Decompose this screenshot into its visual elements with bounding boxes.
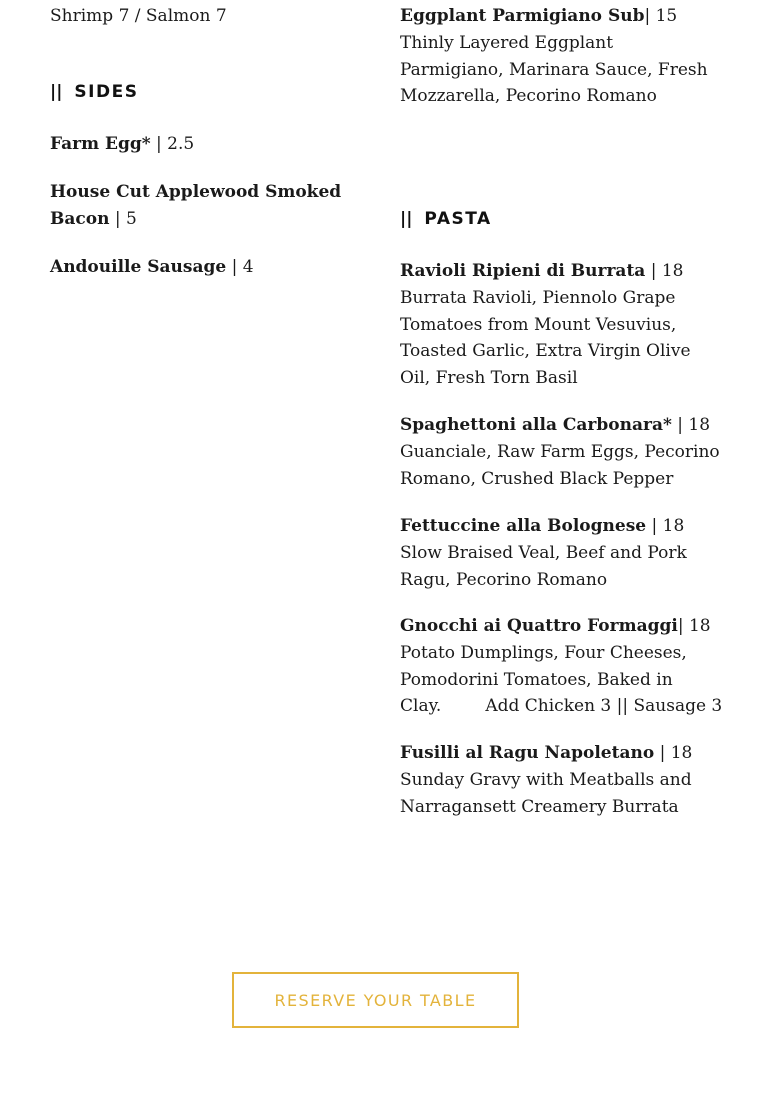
item-description	[400, 767, 692, 820]
heading-bars: ||	[400, 209, 413, 229]
menu-item-gnocchi	[400, 613, 722, 720]
desc-line: Narragansett Creamery Burrata	[400, 796, 679, 817]
desc-line: Guanciale, Raw Farm Eggs, Pecorino	[400, 442, 720, 462]
reserve-table-button[interactable]: RESERVE YOUR TABLE	[232, 972, 519, 1028]
item-name: Farm Egg*	[50, 134, 151, 154]
desc-line: Pomodorini Tomatoes, Baked in	[400, 669, 673, 690]
menu-item-bacon	[50, 179, 341, 233]
item-price: | 18	[646, 516, 685, 536]
add-protein-note: Add Chicken 3 || Sausage 3	[485, 696, 723, 716]
sides-heading-title: SIDES	[74, 82, 139, 102]
item-price: | 5	[109, 209, 137, 229]
menu-item-farm-egg	[50, 131, 194, 158]
item-name: Fettuccine alla Bolognese	[400, 516, 647, 536]
shrimp-salmon-addon: Shrimp 7 / Salmon 7	[50, 6, 227, 26]
desc-line: Thinly Layered Eggplant	[400, 33, 614, 53]
item-name: Spaghettoni alla Carbonara*	[400, 415, 672, 435]
menu-item-carbonara	[400, 412, 720, 492]
sides-heading	[50, 80, 138, 104]
menu-item-bolognese	[400, 513, 687, 593]
item-description	[400, 540, 687, 593]
item-price: | 15	[644, 6, 678, 26]
item-name-cont: Bacon	[50, 209, 110, 229]
desc-line: Burrata Ravioli, Piennolo Grape	[400, 288, 676, 308]
desc-line: Parmigiano, Marinara Sauce, Fresh	[400, 59, 708, 80]
desc-line: Oil, Fresh Torn Basil	[400, 367, 578, 388]
menu-item-eggplant-sub	[400, 3, 708, 110]
desc-line: Tomatoes from Mount Vesuvius,	[400, 314, 677, 335]
desc-line: Ragu, Pecorino Romano	[400, 569, 608, 590]
desc-line: Sunday Gravy with Meatballs and	[400, 770, 692, 790]
menu-item-ravioli	[400, 258, 691, 391]
item-name: Eggplant Parmigiano Sub	[400, 6, 645, 26]
item-price: | 2.5	[150, 134, 195, 154]
desc-line: Mozzarella, Pecorino Romano	[400, 86, 657, 106]
desc-line: Slow Braised Veal, Beef and Pork	[400, 543, 687, 563]
item-name: Fusilli al Ragu Napoletano	[400, 743, 655, 763]
desc-line-start: Clay.	[400, 696, 442, 716]
item-price: | 4	[226, 257, 254, 277]
menu-item-fusilli	[400, 740, 692, 820]
item-description	[400, 30, 708, 110]
heading-bars: ||	[50, 82, 63, 102]
item-name: House Cut Applewood Smoked	[50, 182, 342, 202]
item-price: | 18	[654, 743, 693, 763]
item-description	[400, 439, 720, 492]
item-description	[400, 285, 691, 391]
item-price: | 18	[645, 261, 684, 281]
item-price: | 18	[671, 415, 711, 435]
item-description	[400, 640, 722, 720]
desc-line: Potato Dumplings, Four Cheeses,	[400, 643, 687, 663]
desc-line: Toasted Garlic, Extra Virgin Olive	[400, 341, 691, 361]
menu-item-andouille-sausage	[50, 254, 254, 281]
item-name: Ravioli Ripieni di Burrata	[400, 261, 646, 281]
item-name: Andouille Sausage	[50, 257, 227, 277]
item-price: | 18	[677, 616, 711, 636]
desc-line	[400, 693, 722, 720]
item-name: Gnocchi ai Quattro Formaggi	[400, 616, 678, 636]
pasta-heading-title: PASTA	[424, 209, 492, 229]
pasta-heading	[400, 207, 492, 231]
desc-line: Romano, Crushed Black Pepper	[400, 468, 674, 489]
